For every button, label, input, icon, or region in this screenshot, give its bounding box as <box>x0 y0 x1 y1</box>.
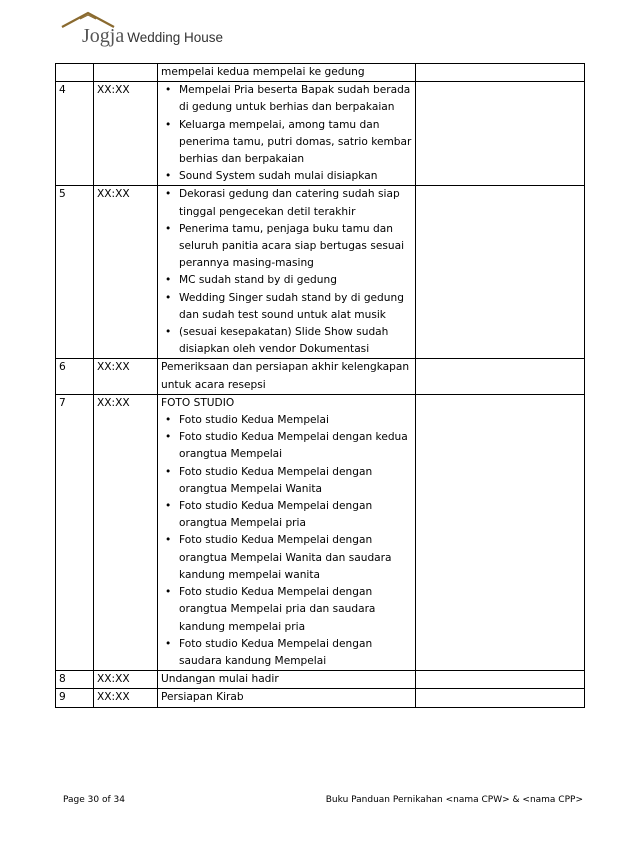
activity-list <box>161 412 412 670</box>
activity-item: • Sound System sudah mulai disiapkan <box>161 168 412 185</box>
row-number: 5 <box>56 186 94 359</box>
brand-name <box>82 25 223 48</box>
row-activity <box>158 359 416 394</box>
row-notes <box>416 64 585 82</box>
schedule-table <box>55 63 585 708</box>
activity-item: • Foto studio Kedua Mempelai dengan orangtua Mempelai Wanita dan saudara kandung mempelai wanita <box>161 532 412 584</box>
activity-item: • Foto studio Kedua Mempelai dengan orangtua Mempelai pria dan saudara kandung mempelai pria <box>161 584 412 636</box>
schedule-row <box>56 689 585 707</box>
activity-text: mempelai kedua mempelai ke gedung <box>161 66 365 78</box>
row-number <box>56 64 94 82</box>
row-activity <box>158 82 416 186</box>
row-activity <box>158 671 416 689</box>
activity-item: • (sesuai kesepakatan) Slide Show sudah disiapkan oleh vendor Dokumentasi <box>161 324 412 358</box>
logo <box>58 10 228 46</box>
schedule-row <box>56 671 585 689</box>
activity-item: • Wedding Singer sudah stand by di gedung dan sudah test sound untuk alat musik <box>161 290 412 324</box>
schedule-row <box>56 82 585 186</box>
activity-item: • Foto studio Kedua Mempelai dengan saudara kandung Mempelai <box>161 636 412 670</box>
row-notes <box>416 359 585 394</box>
activity-item: • Foto studio Kedua Mempelai dengan orangtua Mempelai Wanita <box>161 464 412 498</box>
activity-text: Undangan mulai hadir <box>161 673 279 686</box>
activity-list <box>161 186 412 358</box>
activity-item: • Foto studio Kedua Mempelai dengan kedua orangtua Mempelai <box>161 429 412 463</box>
row-time: XX:XX <box>94 359 158 394</box>
schedule-row <box>56 359 585 394</box>
row-time: XX:XX <box>94 82 158 186</box>
brand-rest: Wedding House <box>127 30 224 45</box>
activity-text: Persiapan Kirab <box>161 691 244 704</box>
row-notes <box>416 394 585 670</box>
activity-item: • Penerima tamu, penjaga buku tamu dan seluruh panitia acara siap bertugas sesuai perannya masing-masing <box>161 221 412 273</box>
row-time: XX:XX <box>94 394 158 670</box>
row-number: 6 <box>56 359 94 394</box>
row-notes <box>416 82 585 186</box>
activity-item: • Dekorasi gedung dan catering sudah siap tinggal pengecekan detil terakhir <box>161 186 412 220</box>
activity-text: FOTO STUDIO <box>161 396 235 409</box>
page-number: Page 30 of 34 <box>63 795 125 805</box>
row-number: 8 <box>56 671 94 689</box>
row-activity <box>158 394 416 670</box>
activity-text: Pemeriksaan dan persiapan akhir kelengkapan untuk acara resepsi <box>161 361 410 391</box>
row-activity <box>158 689 416 707</box>
row-notes <box>416 689 585 707</box>
activity-item: • Keluarga mempelai, among tamu dan penerima tamu, putri domas, satrio kembar berhias dan berpakaian <box>161 117 412 169</box>
row-notes <box>416 186 585 359</box>
row-time: XX:XX <box>94 186 158 359</box>
activity-item: • Foto studio Kedua Mempelai dengan orangtua Mempelai pria <box>161 498 412 532</box>
activity-item: • Foto studio Kedua Mempelai <box>161 412 412 429</box>
schedule-body <box>56 64 585 708</box>
row-number: 9 <box>56 689 94 707</box>
activity-item: • MC sudah stand by di gedung <box>161 272 412 289</box>
brand-main: Jogja <box>82 25 125 47</box>
schedule-row <box>56 64 585 82</box>
schedule-row <box>56 394 585 670</box>
row-number: 4 <box>56 82 94 186</box>
row-number: 7 <box>56 394 94 670</box>
row-notes <box>416 671 585 689</box>
schedule-row <box>56 186 585 359</box>
row-time: XX:XX <box>94 671 158 689</box>
document-title: Buku Panduan Pernikahan <nama CPW> & <nama CPP> <box>325 795 583 805</box>
row-time: XX:XX <box>94 689 158 707</box>
activity-list <box>161 82 412 185</box>
row-activity <box>158 186 416 359</box>
row-time <box>94 64 158 82</box>
row-activity <box>158 64 416 82</box>
activity-item: • Mempelai Pria beserta Bapak sudah berada di gedung untuk berhias dan berpakaian <box>161 82 412 116</box>
